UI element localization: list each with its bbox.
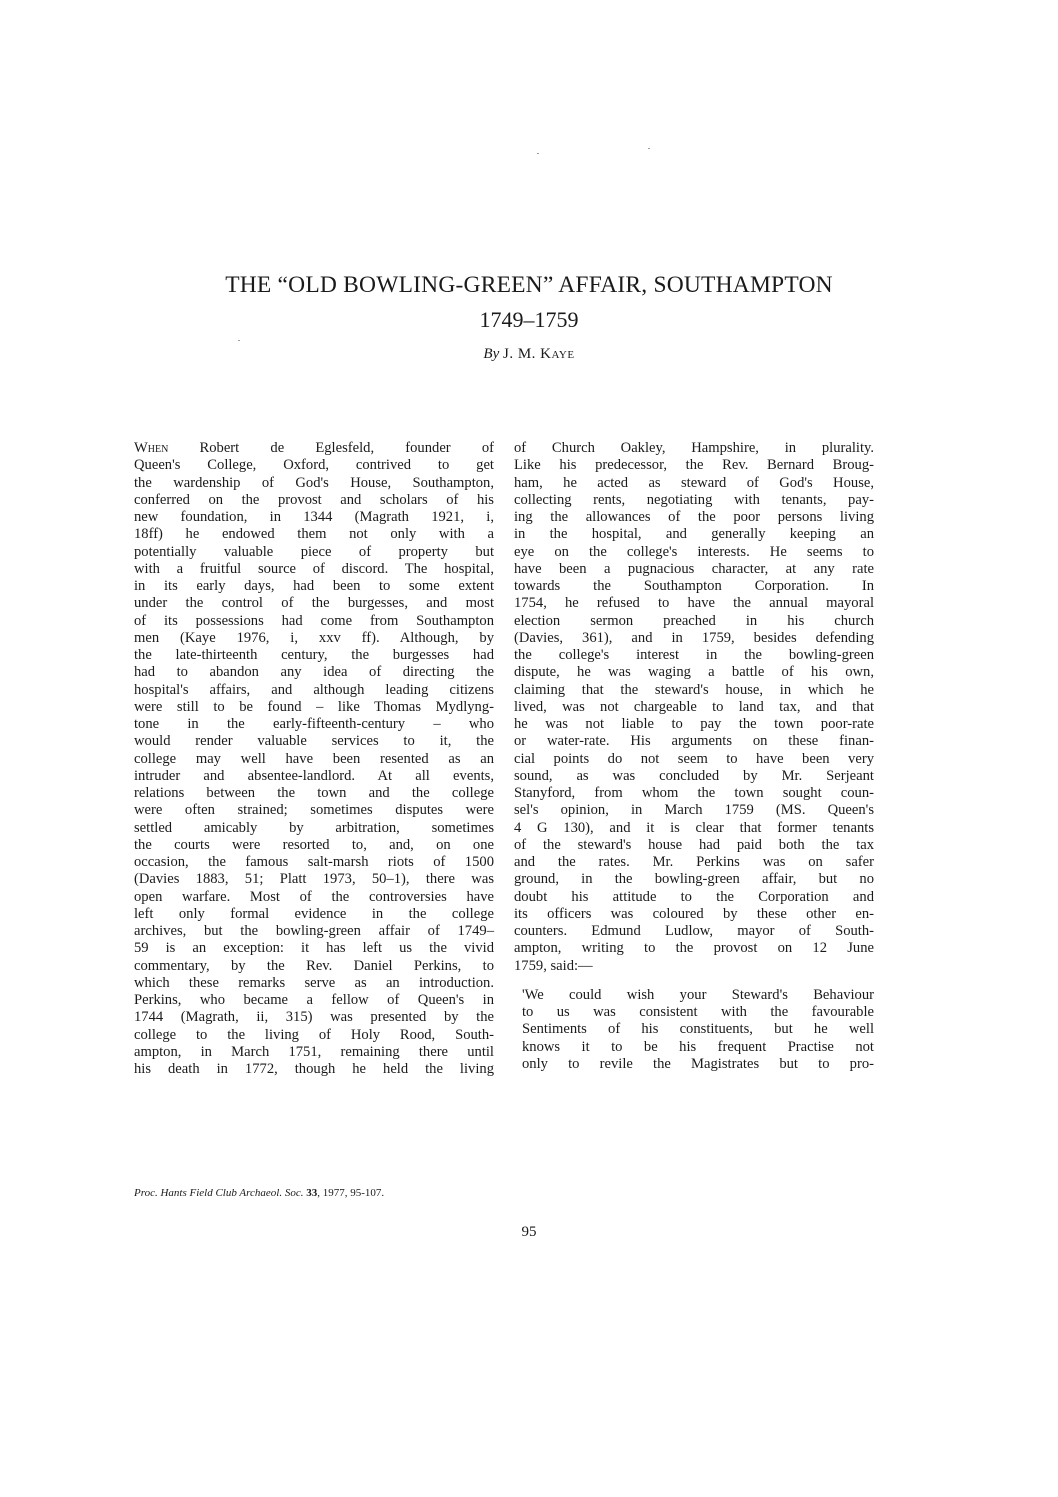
column-line: counters. Edmund Ludlow, mayor of South-: [514, 923, 874, 939]
citation-journal: Proc. Hants Field Club Archaeol. Soc.: [134, 1187, 304, 1199]
quote-line: Sentiments of his constituents, but he well: [522, 1021, 874, 1038]
column-line: had to abandon any idea of directing the: [134, 664, 494, 681]
column-line: were often strained; sometimes disputes were: [134, 802, 494, 819]
column-line: ing the allowances of the poor persons living: [514, 509, 874, 525]
column-line: tone in the early-fifteenth-century – who: [134, 716, 494, 732]
article-dates: 1749–1759: [479, 307, 579, 332]
column-line: claiming that the steward's house, in which he: [514, 681, 874, 698]
column-line: cial points do not seem to have been very: [514, 750, 874, 767]
column-line: would render valuable services to it, the: [134, 733, 494, 750]
column-line: doubt his attitude to the Corporation and: [514, 888, 874, 905]
column-line: sel's opinion, in March 1759 (MS. Queen's: [514, 802, 874, 819]
quote-line: to us was consistent with the favourable: [522, 1004, 874, 1020]
column-line: potentially valuable piece of property but: [134, 543, 494, 560]
column-line: conferred on the provost and scholars of his: [134, 491, 494, 508]
column-line: lived, was not chargeable to land tax, and that: [514, 698, 874, 715]
column-line: and the rates. Mr. Perkins was on safer: [514, 854, 874, 870]
column-line: college may well have been resented as an: [134, 750, 494, 767]
right-column: [514, 440, 874, 1073]
column-line: the college's interest in the bowling-green: [514, 647, 874, 663]
author-name: J. M. Kaye: [502, 346, 575, 362]
column-line: dispute, he was waging a battle of his own,: [514, 664, 874, 681]
column-line: or water-rate. His arguments on these finan-: [514, 733, 874, 750]
citation-volume: 33: [306, 1187, 318, 1199]
column-line: ground, in the bowling-green affair, but no: [514, 871, 874, 888]
column-line: ampton, writing to the provost on 12 June: [514, 940, 874, 957]
column-line: archives, but the bowling-green affair of 1749–: [134, 923, 494, 939]
column-line: 4 G 130), and it is clear that former tenants: [514, 819, 874, 836]
quote-line: only to revile the Magistrates but to pro-: [522, 1055, 874, 1072]
column-line: his death in 1772, though he held the living: [134, 1061, 494, 1077]
column-line: left only formal evidence in the college: [134, 905, 494, 922]
column-line: in the hospital, and generally keeping an: [514, 526, 874, 543]
page-number: 95: [521, 1224, 537, 1240]
column-line: the late-thirteenth century, the burgesses had: [134, 647, 494, 663]
column-line: have been a pugnacious character, at any rate: [514, 560, 874, 577]
column-line: Queen's College, Oxford, contrived to get: [134, 457, 494, 474]
quote-line: knows it to be his frequent Practise not: [522, 1038, 874, 1055]
column-line: of its possessions had come from Southampton: [134, 612, 494, 629]
column-line: Stanyford, from whom the town sought coun-: [514, 785, 874, 801]
column-line: the wardenship of God's House, Southampton,: [134, 474, 494, 491]
article-byline: [0, 344, 1058, 364]
column-line: of the steward's house had paid both the tax: [514, 836, 874, 853]
column-line: When Robert de Eglesfeld, founder of: [134, 440, 494, 456]
column-line: intruder and absentee-landlord. At all events,: [134, 767, 494, 784]
column-line: men (Kaye 1976, i, xxv ff). Although, by: [134, 629, 494, 646]
column-line: college to the living of Holy Rood, South-: [134, 1026, 494, 1043]
column-line: 18ff) he endowed them not only with a: [134, 526, 494, 543]
column-line: new foundation, in 1344 (Magrath 1921, i,: [134, 509, 494, 525]
column-line: (Davies, 361), and in 1759, besides defending: [514, 629, 874, 646]
column-line: (Davies 1883, 51; Platt 1973, 50–1), there was: [134, 871, 494, 888]
column-line: open warfare. Most of the controversies have: [134, 888, 494, 905]
column-line: its officers was coloured by these other en-: [514, 905, 874, 922]
column-line: settled amicably by arbitration, sometimes: [134, 819, 494, 836]
column-line: sound, as was concluded by Mr. Serjeant: [514, 767, 874, 784]
article-title: THE “OLD BOWLING-GREEN” AFFAIR, SOUTHAMPTON: [225, 272, 833, 298]
column-line: occasion, the famous salt-marsh riots of 1500: [134, 854, 494, 870]
column-line: election sermon preached in his church: [514, 612, 874, 629]
column-line: ham, he acted as steward of God's House,: [514, 474, 874, 491]
column-line: relations between the town and the college: [134, 785, 494, 801]
journal-citation: [134, 1187, 384, 1199]
column-line: under the control of the burgesses, and most: [134, 595, 494, 612]
column-line: eye on the college's interests. He seems to: [514, 543, 874, 560]
column-line: Like his predecessor, the Rev. Bernard Broug-: [514, 457, 874, 474]
column-line: ampton, in March 1751, remaining there until: [134, 1043, 494, 1060]
block-quote: [514, 987, 874, 1073]
column-line: were still to be found – like Thomas Mydlyng-: [134, 698, 494, 715]
column-line: with a fruitful source of discord. The hospital,: [134, 560, 494, 577]
quote-line: 'We could wish your Steward's Behaviour: [522, 986, 874, 1003]
byline-prefix: By: [483, 346, 500, 362]
column-line: hospital's affairs, and although leading citizens: [134, 681, 494, 698]
column-line: towards the Southampton Corporation. In: [514, 578, 874, 594]
column-line: 1754, he refused to have the annual mayoral: [514, 595, 874, 612]
column-line: which these remarks serve as an introduction.: [134, 974, 494, 991]
column-line: in its early days, had been to some extent: [134, 578, 494, 594]
column-line: collecting rents, negotiating with tenants, pay-: [514, 491, 874, 508]
citation-rest: , 1977, 95-107.: [317, 1187, 385, 1199]
column-line: commentary, by the Rev. Daniel Perkins, to: [134, 957, 494, 974]
left-column: [134, 440, 494, 1078]
column-line: Perkins, who became a fellow of Queen's in: [134, 992, 494, 1008]
column-line: the courts were resorted to, and, on one: [134, 836, 494, 853]
column-line: 1759, said:—: [514, 957, 593, 974]
column-line: he was not liable to pay the town poor-rate: [514, 716, 874, 732]
column-line: 1744 (Magrath, ii, 315) was presented by the: [134, 1009, 494, 1026]
lead-word: When: [134, 440, 169, 456]
column-line: of Church Oakley, Hampshire, in plurality.: [514, 440, 874, 456]
column-line: 59 is an exception: it has left us the vivid: [134, 940, 494, 957]
